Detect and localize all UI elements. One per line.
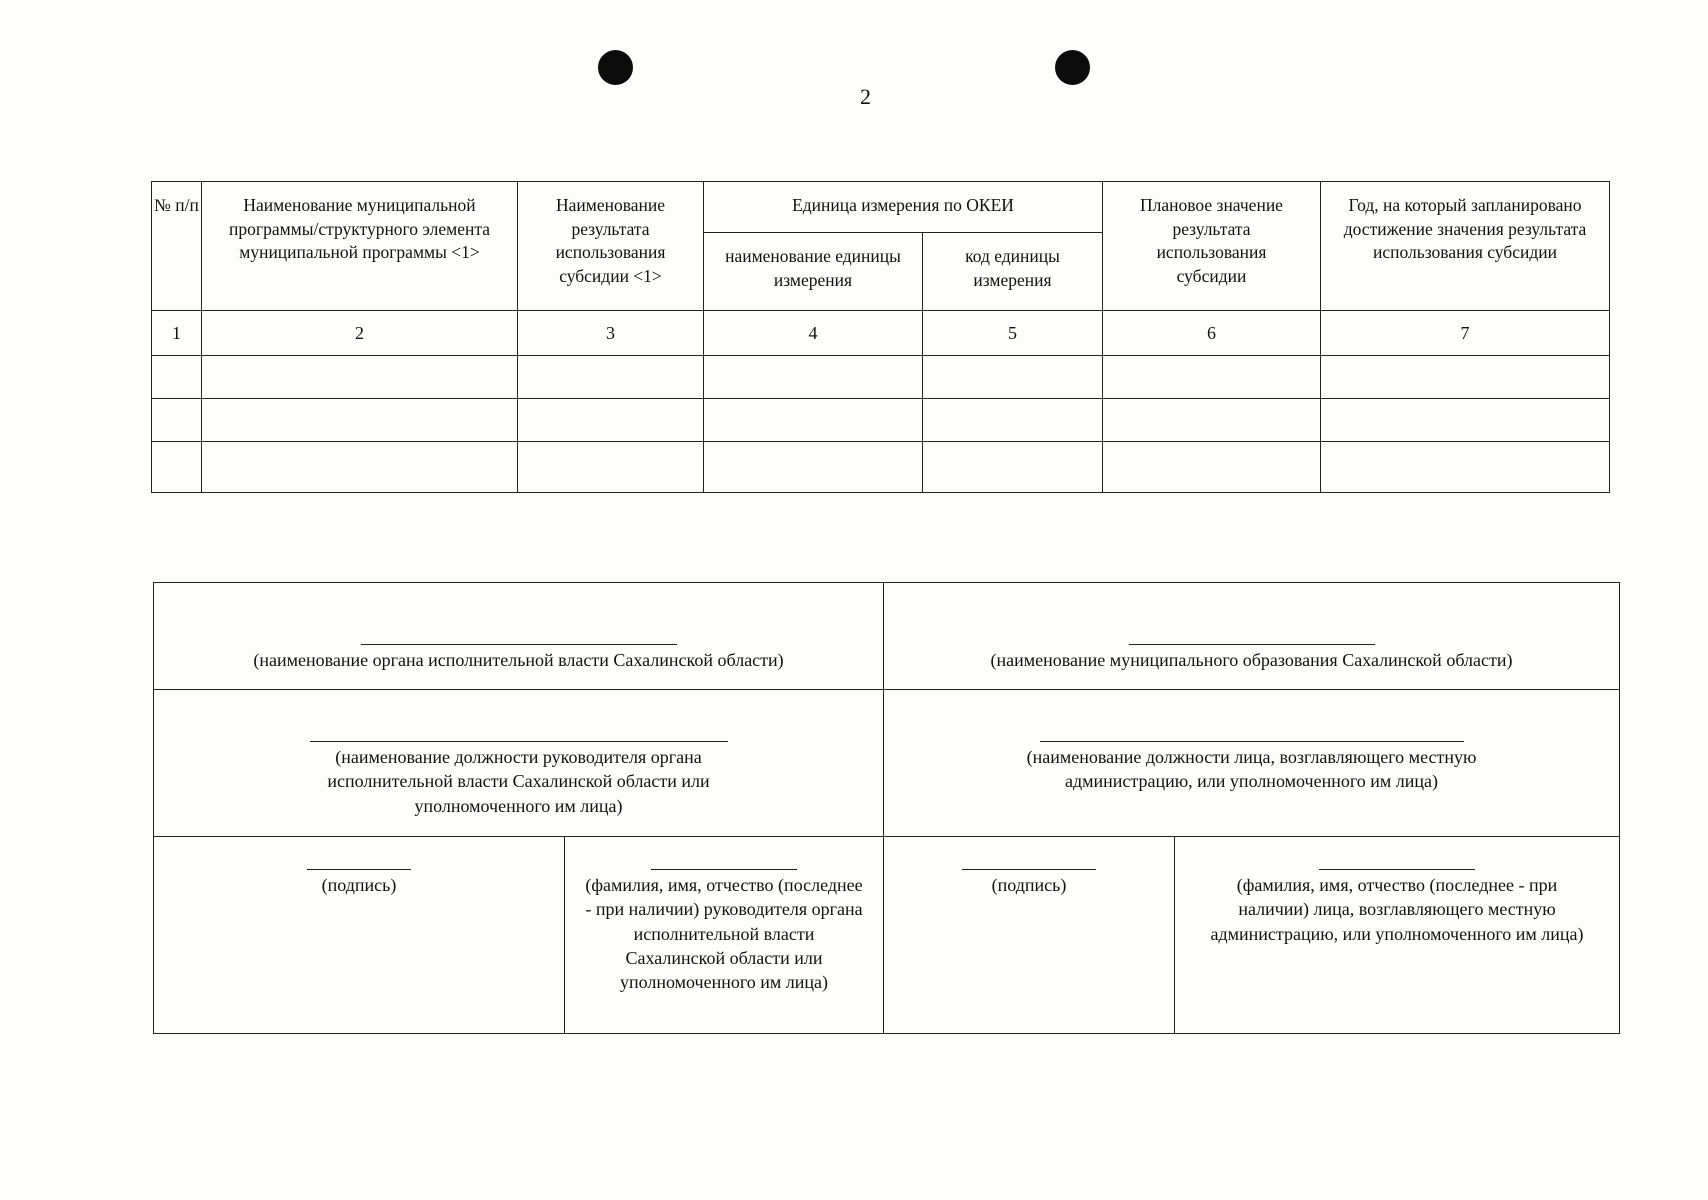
left-org-caption: (наименование органа исполнительной власти Сахалинской области) [253,650,784,670]
signature-line [962,869,1096,870]
punch-hole-right [1055,50,1090,85]
empty-cell [518,399,704,442]
empty-cell [923,356,1103,399]
empty-cell [1103,399,1321,442]
column-number: 1 [152,311,202,356]
column-number: 7 [1321,311,1610,356]
signature-line [1129,644,1375,645]
empty-cell [1321,442,1610,493]
sig-cell-right-org [884,583,1620,690]
column-number-row [152,311,1610,356]
signature-line [651,869,797,870]
column-number: 5 [923,311,1103,356]
page-number: 2 [860,84,871,109]
signature-line [1040,741,1464,742]
header-planned-value: Плановое значение результата использования субсидии [1103,182,1321,311]
results-table [151,181,1610,493]
empty-cell [1321,356,1610,399]
header-program-name: Наименование муниципальной программы/структурного элемента муниципальной программы <1> [202,182,518,311]
right-org-caption: (наименование муниципального образования Сахалинской области) [990,650,1513,670]
signature-line [361,644,677,645]
column-number: 2 [202,311,518,356]
signature-line [307,869,411,870]
sig-cell-right-signature [884,837,1175,1034]
sig-cell-left-signature [154,837,565,1034]
sig-cell-right-position [884,690,1620,837]
sig-cell-left-org [154,583,884,690]
punch-hole-left [598,50,633,85]
empty-cell [923,442,1103,493]
empty-row [152,442,1610,493]
empty-cell [152,399,202,442]
sig-cell-right-fio [1175,837,1620,1034]
left-fio-caption: (фамилия, имя, отчество (последнее - при наличии) руководителя органа исполнительной власти Сахалинской области или уполномоченного им лица) [585,875,863,993]
header-target-year: Год, на который запланировано достижение значения результата использования субсидии [1321,182,1610,311]
empty-cell [923,399,1103,442]
empty-row [152,399,1610,442]
header-row-number: № п/п [152,182,202,311]
empty-cell [1321,399,1610,442]
right-signature-caption: (подпись) [991,875,1067,895]
empty-cell [704,442,923,493]
right-fio-caption: (фамилия, имя, отчество (последнее - при наличии) лица, возглавляющего местную администрацию, или уполномоченного им лица) [1210,875,1584,944]
empty-cell [518,442,704,493]
left-signature-caption: (подпись) [321,875,397,895]
empty-cell [202,356,518,399]
column-number: 3 [518,311,704,356]
signature-line [310,741,728,742]
header-okei-group: Единица измерения по ОКЕИ [704,182,1103,233]
signature-line [1319,869,1475,870]
sig-cell-left-fio [565,837,884,1034]
empty-cell [704,399,923,442]
left-position-caption: (наименование должности руководителя органа исполнительной власти Сахалинской области или уполномоченного им лица) [327,747,710,816]
empty-cell [1103,356,1321,399]
signature-table [153,582,1620,1034]
header-unit-name: наименование единицы измерения [704,233,923,311]
empty-cell [152,356,202,399]
empty-cell [1103,442,1321,493]
column-number: 6 [1103,311,1321,356]
sig-cell-left-position [154,690,884,837]
empty-cell [704,356,923,399]
column-number: 4 [704,311,923,356]
header-result-name: Наименование результата использования субсидии <1> [518,182,704,311]
empty-cell [202,442,518,493]
empty-cell [152,442,202,493]
empty-cell [202,399,518,442]
empty-row [152,356,1610,399]
right-position-caption: (наименование должности лица, возглавляющего местную администрацию, или уполномоченного им лица) [1026,747,1477,792]
empty-cell [518,356,704,399]
header-unit-code: код единицы измерения [923,233,1103,311]
